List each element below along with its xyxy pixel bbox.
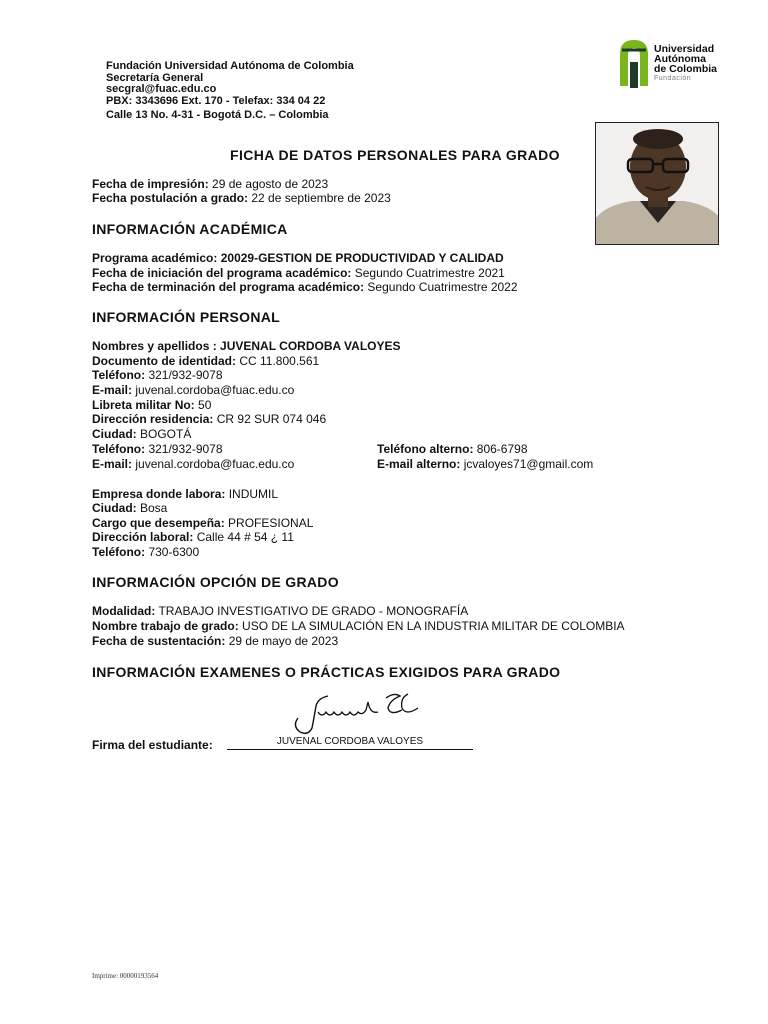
signature-name: JUVENAL CORDOBA VALOYES [276, 736, 424, 747]
apply-date-value: 22 de septiembre de 2023 [248, 191, 391, 205]
work-address-value: Calle 44 # 54 ¿ 11 [193, 530, 294, 544]
logo-line-2: Autónoma [654, 53, 706, 65]
mode-row [92, 604, 468, 619]
work-phone-label: Teléfono: [92, 545, 146, 559]
company-row [92, 487, 278, 502]
logo-line-3: de Colombia [654, 63, 718, 75]
work-city-row [92, 501, 167, 516]
end-value: Segundo Cuatrimestre 2022 [364, 280, 518, 294]
print-code: Imprime: 00000193564 [92, 972, 159, 980]
thesis-value: USO DE LA SIMULACIÓN EN LA INDUSTRIA MILITAR DE COLOMBIA [238, 619, 625, 633]
work-phone-value: 730-6300 [145, 545, 200, 559]
company-value: INDUMIL [225, 487, 279, 501]
program-row [92, 251, 504, 266]
id-value: CC 11.800.561 [236, 354, 320, 368]
email2-row [92, 457, 294, 472]
phone-row [92, 368, 223, 383]
work-phone-row [92, 545, 199, 560]
city-label: Ciudad: [92, 427, 137, 441]
phone2-label: Teléfono: [92, 442, 146, 456]
personal-heading: INFORMACIÓN PERSONAL [92, 309, 280, 325]
work-address-row [92, 530, 294, 545]
program-value: 20029-GESTION DE PRODUCTIVIDAD Y CALIDAD [217, 251, 504, 265]
email-value: juvenal.cordoba@fuac.edu.co [132, 383, 295, 397]
thesis-row [92, 619, 625, 634]
email2-value: juvenal.cordoba@fuac.edu.co [132, 457, 295, 471]
person-photo-icon [596, 123, 719, 245]
defense-row [92, 634, 338, 649]
logo-wordmark [654, 44, 717, 84]
alt-phone-label: Teléfono alterno: [377, 442, 474, 456]
page-title: FICHA DE DATOS PERSONALES PARA GRADO [230, 147, 560, 163]
address-value: CR 92 SUR 074 046 [213, 412, 327, 426]
thesis-label: Nombre trabajo de grado: [92, 619, 239, 633]
student-photo [595, 122, 719, 245]
work-address-label: Dirección laboral: [92, 530, 194, 544]
alt-email-label: E-mail alterno: [377, 457, 461, 471]
apply-date-row [92, 191, 391, 206]
signature-label-row [92, 738, 213, 753]
name-label: Nombres y apellidos : [92, 339, 217, 353]
logo-line-1: Universidad [654, 43, 715, 55]
mode-value: TRABAJO INVESTIGATIVO DE GRADO - MONOGRAFÍA [155, 604, 469, 618]
exams-heading: INFORMACIÓN EXAMENES O PRÁCTICAS EXIGIDOS PARA GRADO [92, 664, 561, 680]
department-name: Secretaría General [106, 71, 204, 84]
work-city-value: Bosa [136, 501, 168, 515]
alt-email-row [377, 457, 593, 472]
email-label: E-mail: [92, 383, 133, 397]
military-label: Libreta militar No: [92, 398, 195, 412]
degree-heading: INFORMACIÓN OPCIÓN DE GRADO [92, 574, 339, 590]
name-value: JUVENAL CORDOBA VALOYES [216, 339, 401, 353]
institution-phones: PBX: 3343696 Ext. 170 - Telefax: 334 04 22 [106, 94, 326, 107]
name-row [92, 339, 401, 354]
institution-address: Calle 13 No. 4-31 - Bogotá D.C. – Colombia [106, 109, 329, 121]
alt-email-value: jcvaloyes71@gmail.com [460, 457, 594, 471]
signature-scribble-icon [288, 688, 428, 738]
address-label: Dirección residencia: [92, 412, 214, 426]
company-label: Empresa donde labora: [92, 487, 226, 501]
city-value: BOGOTÁ [136, 427, 192, 441]
print-date-label: Fecha de impresión: [92, 177, 209, 191]
alt-phone-value: 806-6798 [473, 442, 528, 456]
position-row [92, 516, 313, 531]
end-row [92, 280, 518, 295]
signature-label: Firma del estudiante: [92, 738, 213, 752]
phone2-value: 321/932-9078 [145, 442, 223, 456]
defense-label: Fecha de sustentación: [92, 634, 226, 648]
work-city-label: Ciudad: [92, 501, 137, 515]
position-label: Cargo que desempeña: [92, 516, 225, 530]
signature-line [227, 749, 473, 750]
alt-phone-row [377, 442, 528, 457]
military-value: 50 [194, 398, 212, 412]
apply-date-label: Fecha postulación a grado: [92, 191, 249, 205]
institution-header [106, 61, 354, 122]
print-date-value: 29 de agosto de 2023 [208, 177, 329, 191]
id-label: Documento de identidad: [92, 354, 236, 368]
phone2-row [92, 442, 223, 457]
defense-value: 29 de mayo de 2023 [225, 634, 339, 648]
start-row [92, 266, 505, 281]
program-label: Programa académico: [92, 251, 218, 265]
email-row [92, 383, 294, 398]
institution-email: secgral@fuac.edu.co [106, 83, 217, 95]
phone-value: 321/932-9078 [145, 368, 223, 382]
city-row [92, 427, 191, 442]
print-date-row [92, 177, 328, 192]
military-row [92, 398, 211, 413]
id-row [92, 354, 319, 369]
academic-heading: INFORMACIÓN ACADÉMICA [92, 221, 288, 237]
start-value: Segundo Cuatrimestre 2021 [351, 266, 505, 280]
phone-label: Teléfono: [92, 368, 146, 382]
email2-label: E-mail: [92, 457, 133, 471]
mode-label: Modalidad: [92, 604, 156, 618]
position-value: PROFESIONAL [224, 516, 314, 530]
end-label: Fecha de terminación del programa académico: [92, 280, 365, 294]
institution-name: Fundación Universidad Autónoma de Colombia [106, 60, 354, 72]
logo-line-4: Fundación [654, 75, 692, 82]
start-label: Fecha de iniciación del programa académico: [92, 266, 352, 280]
address-row [92, 412, 326, 427]
